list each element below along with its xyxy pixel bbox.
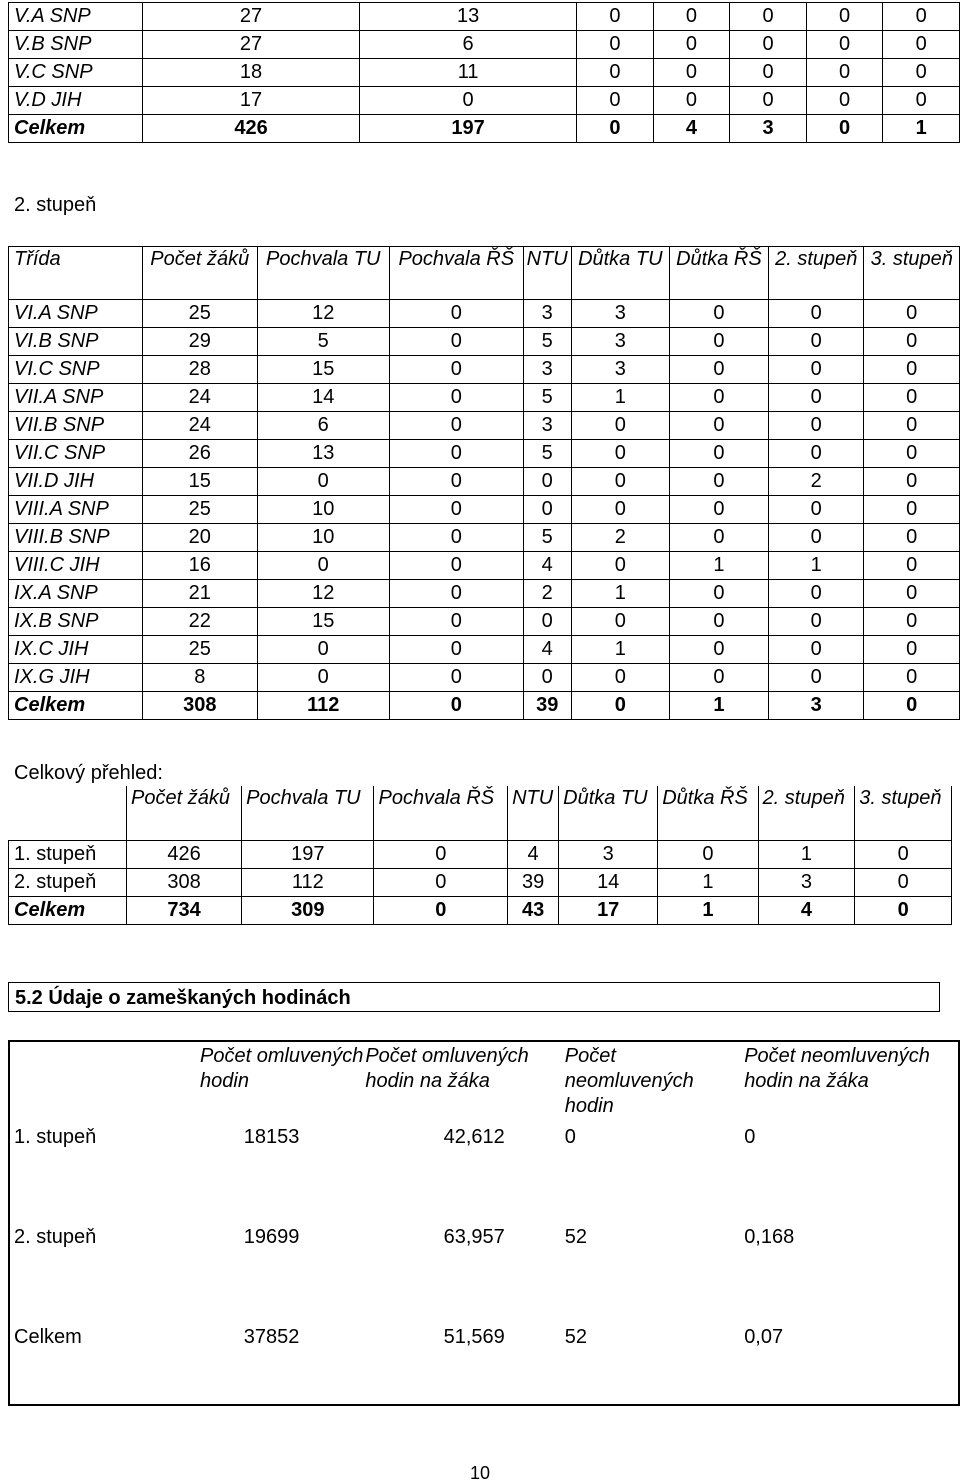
table-row [9, 580, 960, 608]
value-cell: 0 [864, 496, 960, 524]
value-cell: 0 [669, 300, 768, 328]
column-header: Třída [9, 247, 143, 300]
value-cell: 0 [257, 468, 389, 496]
value-cell: 0 [389, 524, 523, 552]
value-cell: 15 [257, 356, 389, 384]
table-row [9, 328, 960, 356]
column-header: Počet žáků [127, 786, 242, 841]
value-cell: 0 [855, 869, 952, 897]
total-value: 197 [360, 115, 577, 143]
value-cell: 0 [730, 3, 807, 31]
value-cell: 0 [864, 552, 960, 580]
value-cell: 0 [769, 664, 864, 692]
value-cell: 1 [658, 869, 758, 897]
value-cell: 0 [653, 87, 730, 115]
value-cell: 0 [389, 328, 523, 356]
value-cell: 0 [769, 412, 864, 440]
value-cell: 27 [143, 3, 360, 31]
value-cell: 0 [669, 496, 768, 524]
value-cell: 0 [571, 608, 669, 636]
value-cell: 0 [571, 664, 669, 692]
class-name-cell: VIII.A SNP [9, 496, 143, 524]
value-cell: 426 [127, 841, 242, 869]
table-row [9, 1124, 959, 1204]
table-row [9, 552, 960, 580]
value-cell: 19699 [243, 1226, 300, 1248]
value-cell: 0 [389, 608, 523, 636]
value-cell: 15 [257, 608, 389, 636]
value-cell: 0 [669, 608, 768, 636]
value-cell: 1 [571, 384, 669, 412]
table-row [9, 31, 960, 59]
value-cell: 24 [143, 384, 258, 412]
class-name-cell: IX.C JIH [9, 636, 143, 664]
value-cell: 5 [257, 328, 389, 356]
class-name-cell: VI.B SNP [9, 328, 143, 356]
value-cell: 0 [257, 636, 389, 664]
value-cell: 0 [523, 608, 571, 636]
total-value: 0 [571, 692, 669, 720]
total-label: Celkem [9, 115, 143, 143]
value-cell: 0 [669, 384, 768, 412]
value-cell: 0 [389, 468, 523, 496]
value-cell: 0 [669, 468, 768, 496]
column-header [9, 1041, 200, 1124]
table-row [9, 356, 960, 384]
column-header: Pochvala TU [257, 247, 389, 300]
value-cell: 0 [571, 552, 669, 580]
value-cell: 25 [143, 300, 258, 328]
value-cell: 18153 [243, 1126, 300, 1148]
value-cell: 197 [242, 841, 374, 869]
total-value: 0 [389, 692, 523, 720]
total-value: 426 [143, 115, 360, 143]
value-cell: 0 [769, 580, 864, 608]
table-absence [8, 1040, 960, 1406]
class-name-cell: VII.A SNP [9, 384, 143, 412]
class-name-cell: VIII.B SNP [9, 524, 143, 552]
table-row [9, 1204, 959, 1304]
value-cell: 6 [360, 31, 577, 59]
total-value: 0 [864, 692, 960, 720]
value-cell: 2 [571, 524, 669, 552]
total-value: 1 [669, 692, 768, 720]
table-row [9, 468, 960, 496]
value-cell: 25 [143, 636, 258, 664]
value-cell: 0 [571, 440, 669, 468]
column-header: 3. stupeň [864, 247, 960, 300]
value-cell: 0 [864, 608, 960, 636]
column-header: 2. stupeň [758, 786, 855, 841]
column-header: Počet žáků [143, 247, 258, 300]
value-cell: 308 [127, 869, 242, 897]
section-title: 5.2 Údaje o zameškaných hodinách [8, 982, 940, 1012]
value-cell: 0 [577, 31, 654, 59]
value-cell: 0 [883, 59, 960, 87]
table-row [9, 412, 960, 440]
stage-label: 1. stupeň [9, 841, 127, 869]
total-value: 17 [559, 897, 658, 925]
column-header: NTU [523, 247, 571, 300]
value-cell: 0 [864, 636, 960, 664]
value-cell: 0 [730, 59, 807, 87]
total-row [9, 692, 960, 720]
stage-label: 2. stupeň [14, 1226, 97, 1248]
table-row [9, 300, 960, 328]
class-name-cell: IX.A SNP [9, 580, 143, 608]
value-cell: 0 [883, 3, 960, 31]
column-header: Počet omluvených hodin na žáka [365, 1045, 529, 1092]
class-name-cell: V.A SNP [9, 3, 143, 31]
total-value: 0 [577, 115, 654, 143]
column-header: Důtka ŘŠ [658, 786, 758, 841]
value-cell: 2 [523, 580, 571, 608]
value-cell: 0 [389, 496, 523, 524]
value-cell: 0,168 [744, 1226, 795, 1248]
value-cell: 3 [571, 356, 669, 384]
value-cell: 52 [564, 1326, 587, 1348]
total-value: 0 [374, 897, 508, 925]
value-cell: 1 [571, 580, 669, 608]
value-cell: 13 [360, 3, 577, 31]
value-cell: 0 [257, 664, 389, 692]
value-cell: 52 [564, 1226, 587, 1248]
value-cell: 0 [571, 468, 669, 496]
table-row [9, 869, 952, 897]
column-header: Pochvala TU [242, 786, 374, 841]
total-value: 309 [242, 897, 374, 925]
total-value: 1 [883, 115, 960, 143]
value-cell: 0 [389, 440, 523, 468]
value-cell: 0 [653, 59, 730, 87]
value-cell: 28 [143, 356, 258, 384]
value-cell: 37852 [243, 1326, 300, 1348]
total-value: 0 [806, 115, 883, 143]
value-cell: 3 [571, 300, 669, 328]
value-cell: 0 [374, 869, 508, 897]
total-value: 112 [257, 692, 389, 720]
class-name-cell: VII.C SNP [9, 440, 143, 468]
value-cell: 0 [389, 384, 523, 412]
value-cell: 13 [257, 440, 389, 468]
value-cell: 0 [389, 552, 523, 580]
class-name-cell: V.B SNP [9, 31, 143, 59]
column-header: Důtka ŘŠ [669, 247, 768, 300]
value-cell: 4 [523, 636, 571, 664]
table-row [9, 841, 952, 869]
value-cell: 24 [143, 412, 258, 440]
class-name-cell: VIII.C JIH [9, 552, 143, 580]
value-cell: 12 [257, 300, 389, 328]
value-cell: 10 [257, 524, 389, 552]
value-cell: 0 [744, 1126, 756, 1148]
value-cell: 0 [389, 356, 523, 384]
header-row [9, 1041, 959, 1124]
value-cell: 16 [143, 552, 258, 580]
column-header: 3. stupeň [855, 786, 952, 841]
class-name-cell: V.C SNP [9, 59, 143, 87]
value-cell: 17 [143, 87, 360, 115]
value-cell: 0 [806, 3, 883, 31]
value-cell: 25 [143, 496, 258, 524]
stage-label: Celkem [14, 1326, 82, 1348]
value-cell: 0,07 [744, 1326, 784, 1348]
total-value: 0 [855, 897, 952, 925]
value-cell: 1 [571, 636, 669, 664]
value-cell: 0 [806, 31, 883, 59]
header-row [9, 247, 960, 300]
value-cell: 0 [577, 59, 654, 87]
column-header: Důtka TU [571, 247, 669, 300]
table-stage2 [8, 246, 960, 720]
value-cell: 0 [864, 664, 960, 692]
value-cell: 18 [143, 59, 360, 87]
value-cell: 3 [523, 300, 571, 328]
stage-label: 1. stupeň [14, 1126, 97, 1148]
value-cell: 0 [564, 1126, 576, 1148]
value-cell: 0 [730, 87, 807, 115]
value-cell: 0 [864, 468, 960, 496]
value-cell: 39 [508, 869, 559, 897]
value-cell: 0 [523, 468, 571, 496]
value-cell: 0 [658, 841, 758, 869]
table-row [9, 608, 960, 636]
total-value: 4 [653, 115, 730, 143]
table-row [9, 664, 960, 692]
value-cell: 0 [669, 356, 768, 384]
value-cell: 4 [508, 841, 559, 869]
value-cell: 63,957 [443, 1226, 505, 1248]
value-cell: 0 [389, 636, 523, 664]
value-cell: 5 [523, 328, 571, 356]
total-value: 734 [127, 897, 242, 925]
value-cell: 0 [864, 300, 960, 328]
total-value: 308 [143, 692, 258, 720]
value-cell: 0 [730, 31, 807, 59]
overview-label: Celkový přehled: [14, 762, 163, 784]
value-cell: 26 [143, 440, 258, 468]
total-label: Celkem [9, 692, 143, 720]
total-value: 39 [523, 692, 571, 720]
class-name-cell: IX.G JIH [9, 664, 143, 692]
value-cell: 0 [669, 412, 768, 440]
column-header [9, 786, 127, 841]
header-row [9, 786, 952, 841]
stage2-label: 2. stupeň [14, 194, 97, 216]
table-row [9, 524, 960, 552]
value-cell: 21 [143, 580, 258, 608]
column-header: Počet neomluvených hodin na žáka [744, 1045, 930, 1092]
total-value: 1 [658, 897, 758, 925]
class-name-cell: V.D JIH [9, 87, 143, 115]
class-name-cell: VI.A SNP [9, 300, 143, 328]
value-cell: 0 [883, 31, 960, 59]
total-label: Celkem [9, 897, 127, 925]
column-header: Důtka TU [559, 786, 658, 841]
value-cell: 0 [864, 580, 960, 608]
value-cell: 8 [143, 664, 258, 692]
total-value: 4 [758, 897, 855, 925]
table-overview [8, 786, 952, 925]
table-row [9, 3, 960, 31]
value-cell: 3 [758, 869, 855, 897]
value-cell: 14 [257, 384, 389, 412]
value-cell: 0 [577, 87, 654, 115]
value-cell: 0 [389, 580, 523, 608]
value-cell: 0 [669, 664, 768, 692]
table-row [9, 636, 960, 664]
class-name-cell: VII.B SNP [9, 412, 143, 440]
value-cell: 0 [883, 87, 960, 115]
value-cell: 0 [769, 636, 864, 664]
value-cell: 0 [669, 580, 768, 608]
value-cell: 0 [523, 496, 571, 524]
value-cell: 0 [769, 384, 864, 412]
value-cell: 3 [559, 841, 658, 869]
value-cell: 0 [806, 87, 883, 115]
page-number: 10 [469, 1463, 491, 1483]
value-cell: 0 [389, 664, 523, 692]
table-row [9, 496, 960, 524]
value-cell: 0 [864, 384, 960, 412]
column-header: Pochvala ŘŠ [374, 786, 508, 841]
value-cell: 12 [257, 580, 389, 608]
table-row [9, 59, 960, 87]
value-cell: 0 [669, 524, 768, 552]
value-cell: 42,612 [443, 1126, 505, 1148]
value-cell: 5 [523, 524, 571, 552]
column-header: Počet neomluvených hodin [564, 1045, 694, 1117]
value-cell: 0 [864, 524, 960, 552]
value-cell: 0 [864, 440, 960, 468]
value-cell: 0 [571, 412, 669, 440]
value-cell: 29 [143, 328, 258, 356]
value-cell: 10 [257, 496, 389, 524]
column-header: Počet omluvených hodin [200, 1045, 364, 1092]
value-cell: 0 [669, 636, 768, 664]
value-cell: 0 [360, 87, 577, 115]
value-cell: 0 [864, 412, 960, 440]
value-cell: 3 [571, 328, 669, 356]
total-value: 43 [508, 897, 559, 925]
total-row [9, 897, 952, 925]
value-cell: 0 [257, 552, 389, 580]
value-cell: 0 [855, 841, 952, 869]
value-cell: 4 [523, 552, 571, 580]
value-cell: 3 [523, 412, 571, 440]
column-header: Pochvala ŘŠ [389, 247, 523, 300]
column-header: 2. stupeň [769, 247, 864, 300]
value-cell: 20 [143, 524, 258, 552]
value-cell: 22 [143, 608, 258, 636]
value-cell: 0 [769, 328, 864, 356]
value-cell: 0 [806, 59, 883, 87]
value-cell: 15 [143, 468, 258, 496]
table-row [9, 440, 960, 468]
total-value: 3 [769, 692, 864, 720]
table-row [9, 384, 960, 412]
value-cell: 0 [769, 524, 864, 552]
value-cell: 5 [523, 440, 571, 468]
value-cell: 0 [769, 300, 864, 328]
value-cell: 0 [389, 412, 523, 440]
value-cell: 0 [669, 328, 768, 356]
value-cell: 0 [769, 440, 864, 468]
value-cell: 0 [769, 496, 864, 524]
value-cell: 1 [769, 552, 864, 580]
value-cell: 0 [653, 3, 730, 31]
value-cell: 1 [758, 841, 855, 869]
stage-label: 2. stupeň [9, 869, 127, 897]
value-cell: 51,569 [443, 1326, 505, 1348]
value-cell: 14 [559, 869, 658, 897]
value-cell: 0 [864, 328, 960, 356]
value-cell: 1 [669, 552, 768, 580]
value-cell: 27 [143, 31, 360, 59]
class-name-cell: VII.D JIH [9, 468, 143, 496]
value-cell: 0 [669, 440, 768, 468]
total-row [9, 115, 960, 143]
value-cell: 0 [577, 3, 654, 31]
column-header: NTU [508, 786, 559, 841]
table-row [9, 87, 960, 115]
value-cell: 6 [257, 412, 389, 440]
value-cell: 112 [242, 869, 374, 897]
value-cell: 0 [523, 664, 571, 692]
class-name-cell: VI.C SNP [9, 356, 143, 384]
value-cell: 11 [360, 59, 577, 87]
value-cell: 2 [769, 468, 864, 496]
table-stage1-tail [8, 2, 960, 143]
class-name-cell: IX.B SNP [9, 608, 143, 636]
value-cell: 0 [769, 608, 864, 636]
table-row [9, 1304, 959, 1405]
value-cell: 0 [389, 300, 523, 328]
value-cell: 0 [653, 31, 730, 59]
value-cell: 5 [523, 384, 571, 412]
value-cell: 0 [864, 356, 960, 384]
value-cell: 3 [523, 356, 571, 384]
value-cell: 0 [769, 356, 864, 384]
value-cell: 0 [571, 496, 669, 524]
value-cell: 0 [374, 841, 508, 869]
total-value: 3 [730, 115, 807, 143]
